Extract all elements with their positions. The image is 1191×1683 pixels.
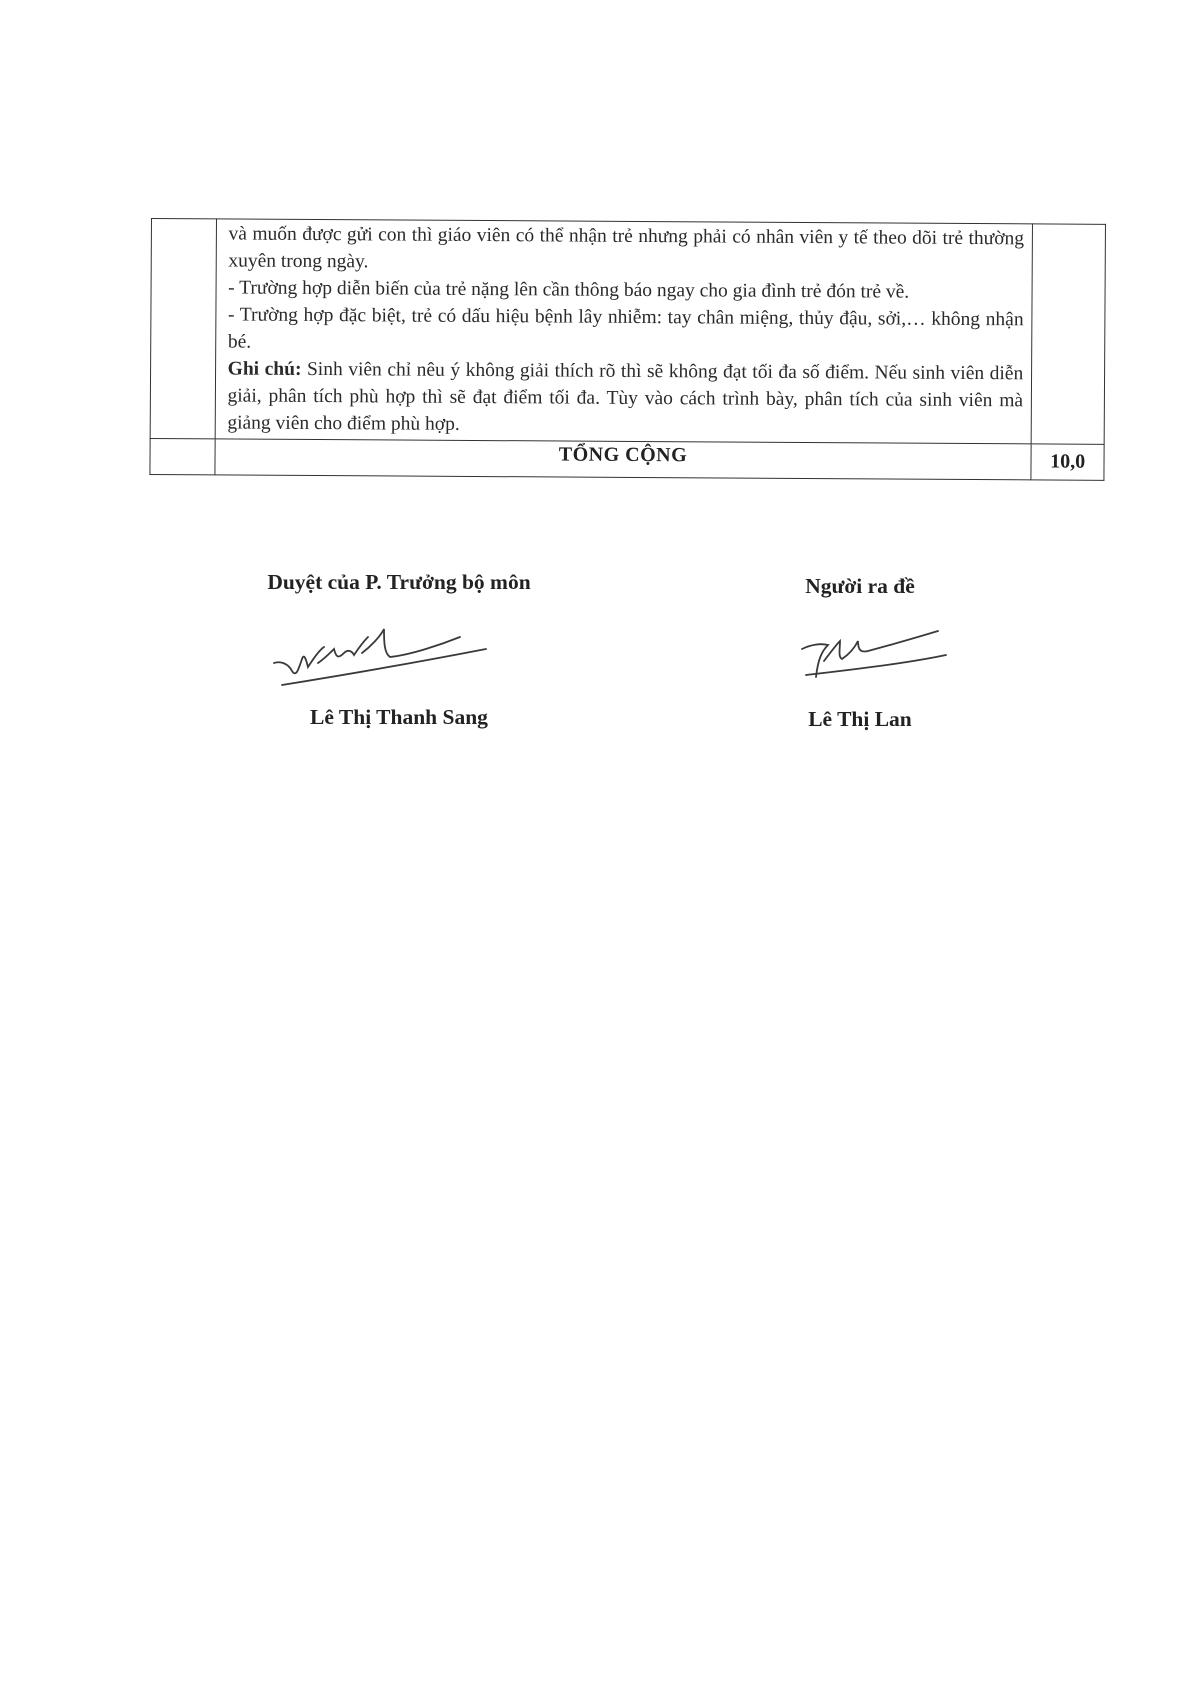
note-paragraph: [227, 355, 1023, 441]
author-title: Người ra đề: [805, 574, 915, 598]
answer-content-cell: [215, 219, 1033, 444]
total-row: [150, 438, 1104, 480]
author-name: Lê Thị Lan: [808, 707, 912, 731]
approver-name: Lê Thị Thanh Sang: [310, 705, 488, 729]
answer-table: [149, 218, 1106, 481]
author-signature-image: [788, 605, 978, 705]
index-cell: [150, 219, 216, 439]
content-paragraph: - Trường hợp diễn biến của trẻ nặng lên cần thông báo ngay cho gia đình trẻ đón trẻ về.: [228, 277, 910, 303]
note-text: Sinh viên chỉ nêu ý không giải thích rõ thì sẽ không đạt tối đa số điểm. Nếu sinh viên diễn giải, phân tích phù hợp thì sẽ đạt điểm tối đa. Tùy vào cách trình bày, phân tích của sinh viên mà giảng viên cho điểm phù hợp.: [227, 358, 1024, 435]
score-cell: [1031, 224, 1105, 444]
author-signature-block: [780, 574, 940, 732]
content-paragraph: - Trường hợp đặc biệt, trẻ có dấu hiệu bệnh lây nhiễm: tay chân miệng, thủy đậu, sởi,… không nhận bé.: [227, 304, 1024, 353]
approver-signature-image: [234, 601, 564, 701]
approver-title: Duyệt của P. Trưởng bộ môn: [267, 570, 531, 594]
table-row: [150, 219, 1105, 445]
content-paragraph: và muốn được gửi con thì giáo viên có thể nhận trẻ nhưng phải có nhân viên y tế theo dõi trẻ thường xuyên trong ngày.: [228, 223, 1025, 273]
approver-signature-block: [234, 570, 564, 730]
total-label: TỔNG CỘNG: [215, 439, 1032, 480]
note-label: Ghi chú:: [227, 358, 302, 380]
total-value: 10,0: [1031, 444, 1104, 480]
index-cell: [150, 438, 215, 474]
